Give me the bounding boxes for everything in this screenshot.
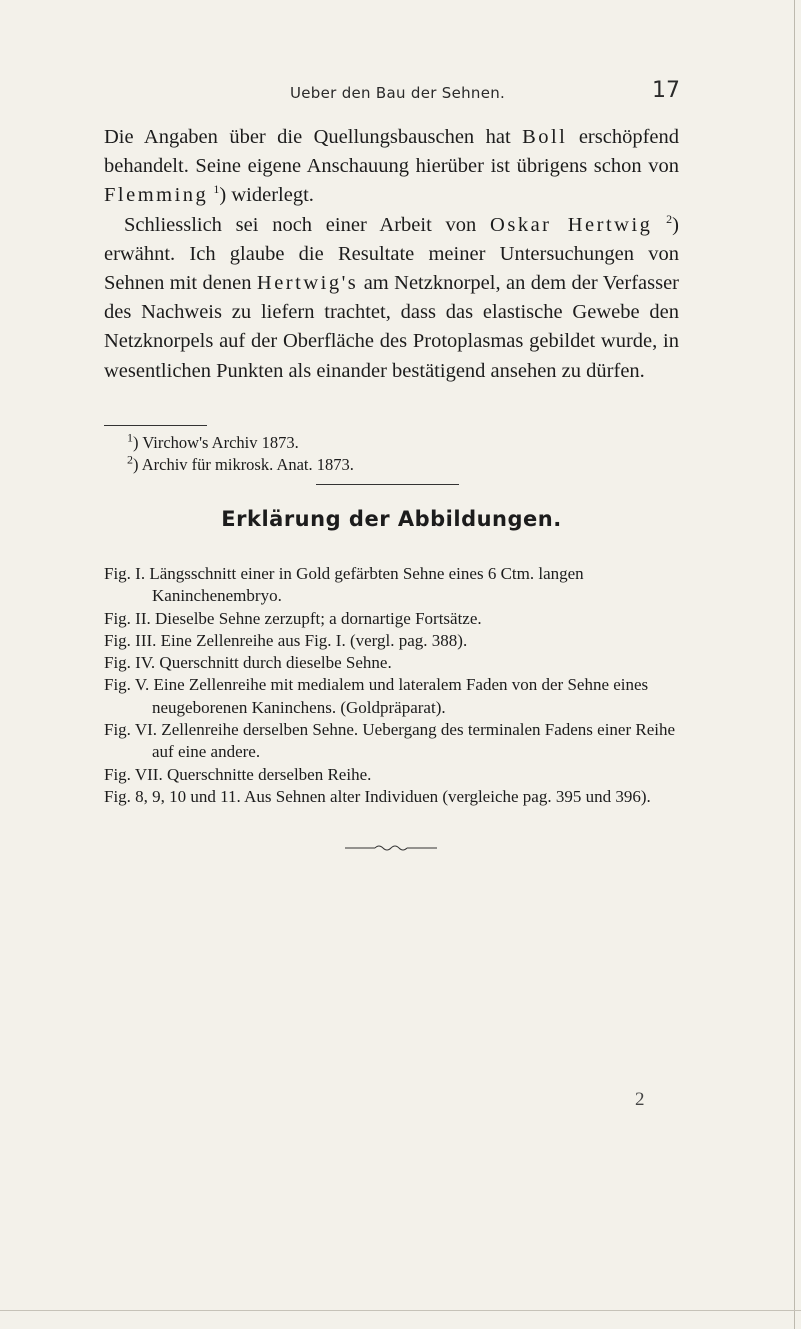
footnote-ref: 1: [213, 182, 220, 197]
figure-legend-item: Fig. III. Eine Zellenreihe aus Fig. I. (vergl. pag. 388).: [104, 630, 468, 650]
author-name: Flemming: [104, 184, 209, 207]
text-run: am Netzknorpel, an dem der Verfasser des Nachweis zu liefern trachtet, dass das elastische Gewebe den Netzknorpels auf der Oberfläche des Protoplasmas gebildet wurde, in wesentlichen Punkten als einander bestätigend ansehen zu dürfen.: [104, 272, 679, 382]
footnote-2: [127, 454, 667, 476]
footnote-marker: 2: [127, 452, 133, 467]
figure-legend-item: Fig. V. Eine Zellenreihe mit medialem und lateralem Faden von der Sehne eines neugeborenen Kaninchens. (Goldpräparat).: [104, 675, 649, 717]
text-run: ) erwähnt. Ich glaube die Resultate meiner Untersuchungen von Sehnen mit denen: [104, 213, 679, 295]
page-edge: [794, 0, 795, 1329]
footnote-text: Archiv für mikrosk. Anat. 1873.: [138, 455, 354, 474]
section-title: Erklärung der Abbildungen.: [221, 507, 562, 531]
author-name: Boll: [522, 126, 568, 148]
page-number: 17: [652, 78, 680, 103]
text-run: Die Angaben über die Quellungsbauschen hat: [104, 126, 523, 148]
page-header: [105, 78, 680, 108]
figure-legend-list: [104, 563, 679, 808]
figure-legend-item: Fig. VII. Querschnitte derselben Reihe.: [104, 764, 372, 784]
footnotes: [127, 432, 667, 476]
section-rule: [316, 484, 459, 485]
footnote-rule: [104, 425, 207, 426]
footnote-paren: ): [133, 455, 139, 474]
text-run: ) widerlegt.: [219, 184, 314, 207]
figure-legend-item: Fig. IV. Querschnitt durch dieselbe Sehne.: [104, 653, 392, 673]
figure-legend-item: Fig. VI. Zellenreihe derselben Sehne. Uebergang des terminalen Fadens einer Reihe auf eine andere.: [104, 720, 676, 762]
signature-mark: 2: [635, 1089, 645, 1110]
paragraph-1: [104, 123, 679, 211]
footnote-ref: 2: [666, 211, 673, 226]
running-head: Ueber den Bau der Sehnen.: [290, 84, 506, 102]
figure-legend-item: Fig. 8, 9, 10 und 11. Aus Sehnen alter Individuen (vergleiche pag. 395 und 396).: [104, 786, 651, 806]
ornament-divider-icon: [345, 843, 437, 853]
text-run: erschöpfend behandelt. Seine eigene Anschauung hierüber ist übrigens schon von: [104, 126, 679, 178]
footnote-paren: ): [133, 433, 139, 452]
paragraph-2: [104, 211, 679, 386]
author-name: Oskar Hertwig: [490, 213, 653, 236]
page-edge-bottom: [0, 1310, 801, 1311]
author-name: Hertwig's: [256, 272, 359, 295]
figure-legend-item: Fig. II. Dieselbe Sehne zerzupft; a dornartige Fortsätze.: [104, 608, 482, 628]
figure-legend-item: Fig. I. Längsschnitt einer in Gold gefärbten Sehne eines 6 Ctm. langen Kaninchenembryo.: [104, 564, 584, 606]
footnote-text: Virchow's Archiv 1873.: [138, 433, 299, 452]
text-run: Schliesslich sei noch einer Arbeit von: [124, 213, 491, 236]
footnote-1: [127, 432, 667, 454]
footnote-marker: 1: [127, 430, 133, 445]
body-text: [104, 123, 679, 386]
